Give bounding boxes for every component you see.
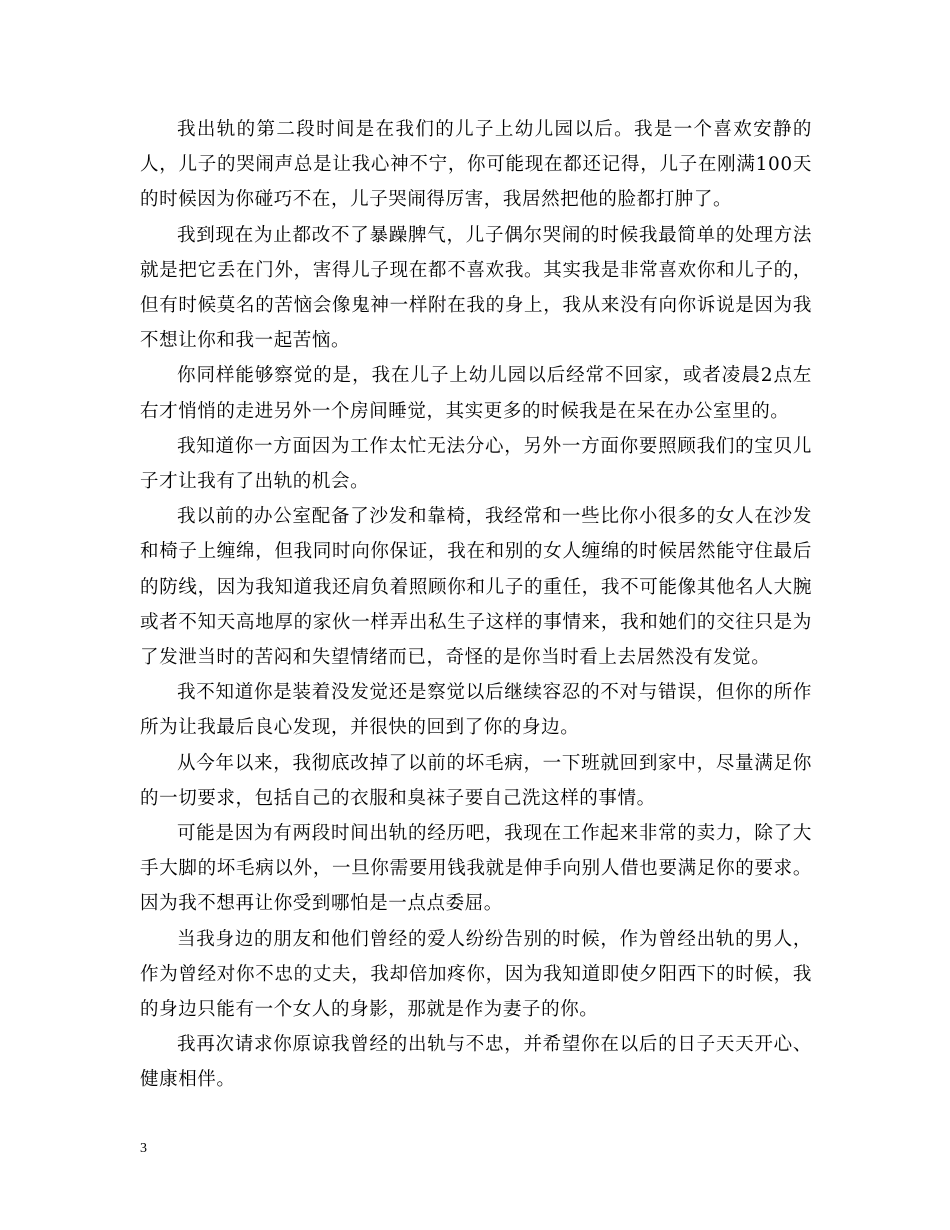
paragraph: 你同样能够察觉的是，我在儿子上幼儿园以后经常不回家，或者凌晨2点左右才悄悄的走进另外一个房间睡觉，其实更多的时候我是在呆在办公室里的。 [140, 365, 812, 422]
paragraph: 我以前的办公室配备了沙发和靠椅，我经常和一些比你小很多的女人在沙发和椅子上缠绵，但我同时向你保证，我在和别的女人缠绵的时候居然能守住最后的防线，因为我知道我还肩负着照顾你和儿子的重任，我不可能像其他名人大腕或者不知天高地厚的家伙一样弄出私生子这样的事情来，我和她们的交往只是为了发泄当时的苦闷和失望情绪而已，奇怪的是你当时看上去居然没有发觉。 [140, 506, 812, 669]
paragraph: 当我身边的朋友和他们曾经的爱人纷纷告别的时候，作为曾经出轨的男人，作为曾经对你不忠的丈夫，我却倍加疼你，因为我知道即使夕阳西下的时候，我的身边只能有一个女人的身影，那就是作为妻子的你。 [140, 928, 812, 1021]
paragraph: 可能是因为有两段时间出轨的经历吧，我现在工作起来非常的卖力，除了大手大脚的坏毛病以外，一旦你需要用钱我就是伸手向别人借也要满足你的要求。因为我不想再让你受到哪怕是一点点委屈。 [140, 823, 812, 915]
paragraph: 我知道你一方面因为工作太忙无法分心，另外一方面你要照顾我们的宝贝儿子才让我有了出轨的机会。 [140, 435, 812, 493]
paragraph: 我不知道你是装着没发觉还是察觉以后继续容忍的不对与错误，但你的所作所为让我最后良心发现，并很快的回到了你的身边。 [140, 682, 812, 739]
paragraph: 我再次请求你原谅我曾经的出轨与不忠，并希望你在以后的日子天天开心、健康相伴。 [140, 1034, 812, 1091]
paragraph: 我到现在为止都改不了暴躁脾气，儿子偶尔哭闹的时候我最简单的处理方法就是把它丢在门外，害得儿子现在都不喜欢我。其实我是非常喜欢你和儿子的，但有时候莫名的苦恼会像鬼神一样附在我的身上，我从来没有向你诉说是因为我不想让你和我一起苦恼。 [140, 224, 812, 352]
body-text [140, 112, 812, 1098]
paragraph: 从今年以来，我彻底改掉了以前的坏毛病，一下班就回到家中，尽量满足你的一切要求，包括自己的衣服和臭袜子要自己洗这样的事情。 [140, 752, 812, 809]
paragraph: 我出轨的第二段时间是在我们的儿子上幼儿园以后。我是一个喜欢安静的人，儿子的哭闹声总是让我心神不宁，你可能现在都还记得，儿子在刚满100天的时候因为你碰巧不在，儿子哭闹得厉害，我居然把他的脸都打肿了。 [140, 119, 812, 211]
page-number: 3 [140, 1141, 147, 1156]
